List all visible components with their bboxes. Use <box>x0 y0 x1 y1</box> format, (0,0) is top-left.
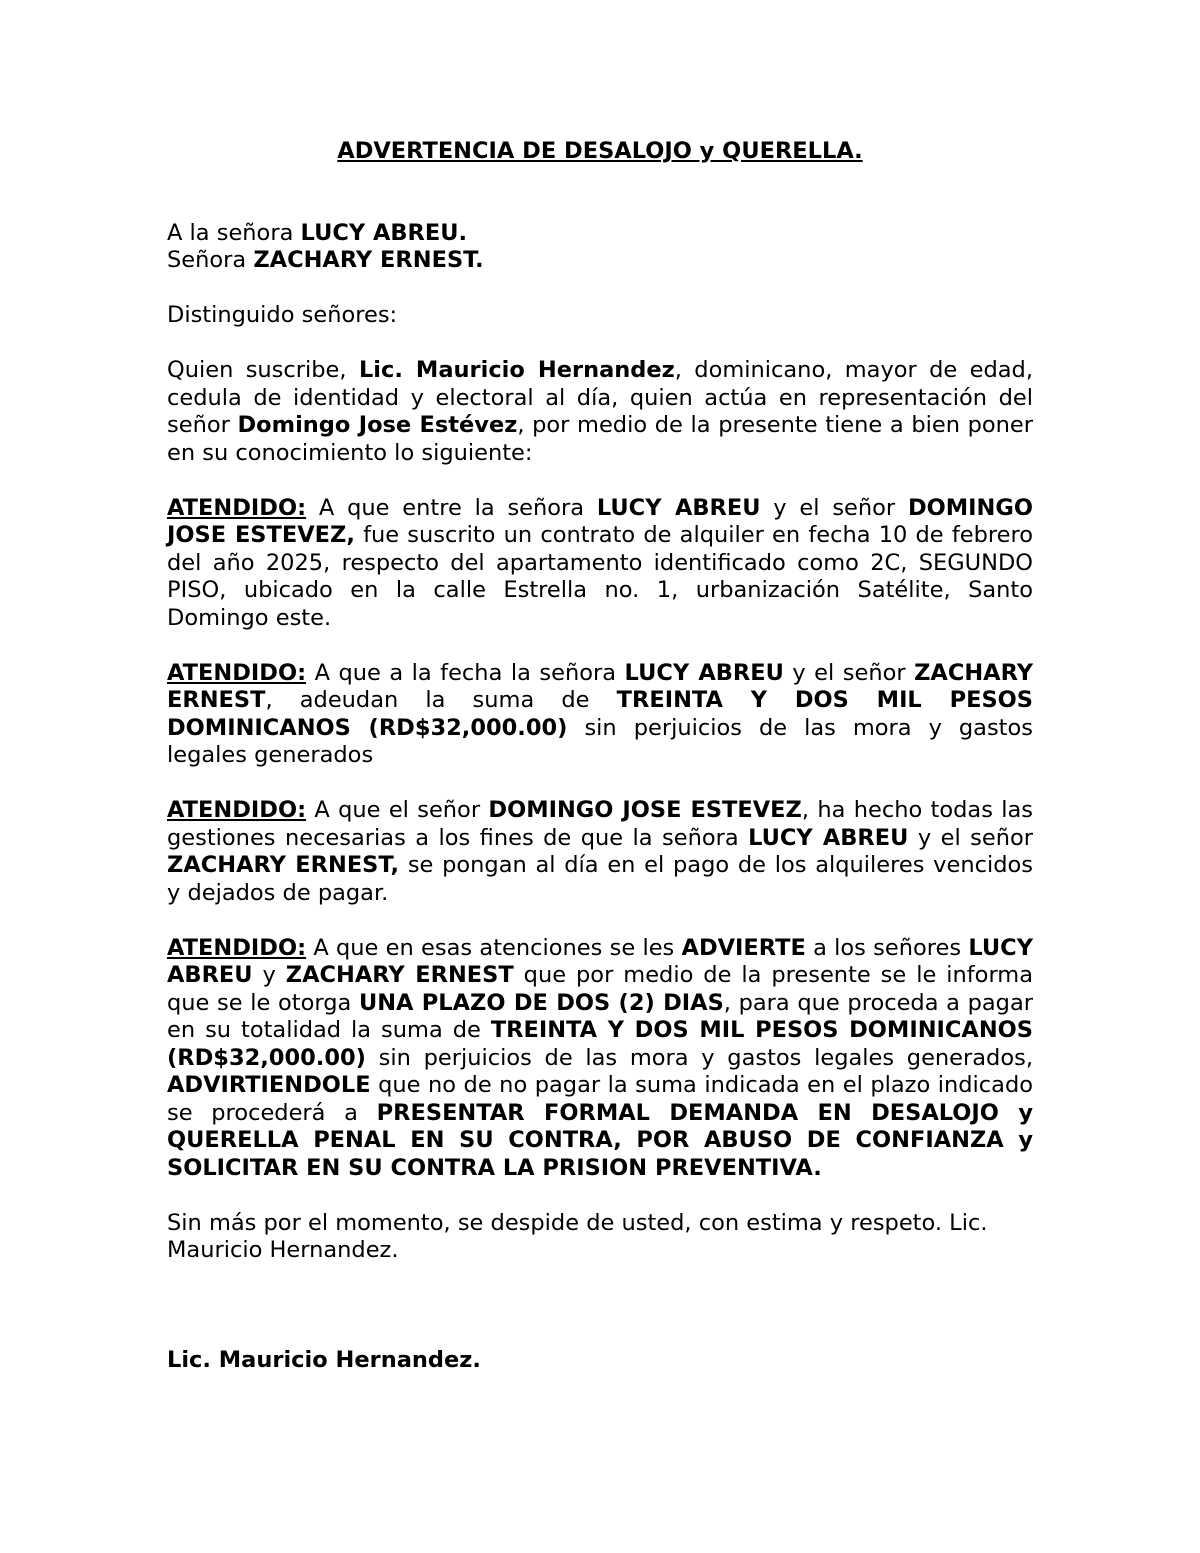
text-segment: A que en esas atenciones se les <box>306 934 682 961</box>
atendido-paragraph <box>167 797 1033 907</box>
atendido-paragraph <box>167 660 1033 770</box>
bold-text: LUCY ABREU <box>167 934 1033 988</box>
greeting: Distinguido señores: <box>167 302 398 328</box>
text-segment: , para que proceda a pagar en su totalidad la suma de <box>167 989 1033 1043</box>
text-segment: y el señor <box>908 824 1033 851</box>
closing-paragraph: Sin más por el momento, se despide de usted, con estima y respeto. Lic. Mauricio Hernandez. <box>167 1209 988 1263</box>
addressee-name: ZACHARY ERNEST. <box>253 247 484 273</box>
atendido-label: ATENDIDO: <box>167 494 307 521</box>
document-page <box>167 138 1033 1402</box>
text-segment: y el señor <box>760 494 908 521</box>
text-segment: , adeudan la suma de <box>265 687 617 713</box>
bold-text: ZACHARY ERNEST <box>167 659 1033 713</box>
bold-text: LUCY ABREU <box>748 824 909 851</box>
text-segment: , ha hecho todas las gestiones necesarias a los fines de que la señora <box>167 797 1034 851</box>
text-segment: y <box>252 962 286 988</box>
text-segment: Quien suscribe, <box>167 357 359 383</box>
text-segment: sin perjuicios de las mora y gastos legales generados <box>167 714 1033 768</box>
bold-text: ZACHARY ERNEST <box>285 962 514 988</box>
signature: Lic. Mauricio Hernandez. <box>167 1346 481 1373</box>
bold-text: Lic. Mauricio Hernandez <box>358 357 675 383</box>
text-segment: se pongan al día en el pago de los alquileres vencidos y dejados de pagar. <box>167 852 1033 906</box>
bold-text: ZACHARY ERNEST, <box>167 852 400 878</box>
addressee-line <box>167 220 1033 248</box>
text-segment: que no de no pagar la suma indicada en el plazo indicado se procederá a <box>167 1072 1033 1126</box>
text-segment: A que entre la señora <box>306 494 597 521</box>
addressee-prefix: A la señora <box>167 219 301 246</box>
atendido-paragraph <box>167 495 1033 633</box>
text-segment: que por medio de la presente se le informa que se le otorga <box>167 962 1034 1016</box>
bold-text: PRESENTAR FORMAL DEMANDA EN DESALOJO y QUERELLA PENAL EN SU CONTRA, POR ABUSO DE CONFIANZA y SOLICITAR EN SU CONTRA LA PRISION PREVENTIVA. <box>167 1099 1033 1181</box>
bold-text: LUCY ABREU <box>624 659 784 686</box>
text-segment: sin perjuicios de las mora y gastos legales generados, <box>365 1044 1033 1071</box>
addressee-name: LUCY ABREU. <box>300 219 468 246</box>
text-segment: A que el señor <box>306 797 489 823</box>
bold-text: Domingo Jose Estévez <box>237 412 518 438</box>
bold-text: ADVIRTIENDOLE <box>167 1072 371 1098</box>
atendido-label: ATENDIDO: <box>167 659 307 686</box>
atendido-label: ATENDIDO: <box>167 934 307 961</box>
text-segment: fue suscrito un contrato de alquiler en fecha 10 de febrero del año 2025, respecto del apartamento identificado como 2C, SEGUNDO PISO, ubicado en la calle Estrella no. 1, urbanización Satélite, Santo Domingo este. <box>167 522 1033 631</box>
text-segment: a los señores <box>805 934 969 961</box>
bold-text: LUCY ABREU <box>596 494 761 521</box>
bold-text: TREINTA Y DOS MIL PESOS DOMINICANOS (RD$32,000.00) <box>167 1017 1033 1071</box>
addressee-prefix: Señora <box>167 247 254 273</box>
text-segment: y el señor <box>783 659 915 686</box>
bold-text: DOMINGO JOSE ESTEVEZ <box>488 797 802 823</box>
addressee-line <box>167 247 1033 275</box>
text-segment: , dominicano, mayor de edad, cedula de identidad y electoral al día, quien actúa en representación del señor <box>167 357 1033 438</box>
document-title: ADVERTENCIA DE DESALOJO y QUERELLA. <box>337 138 863 164</box>
bold-text: TREINTA Y DOS MIL PESOS DOMINICANOS (RD$32,000.00) <box>167 687 1033 741</box>
atendido-paragraph <box>167 935 1033 1183</box>
intro-paragraph <box>167 357 1033 467</box>
atendido-label: ATENDIDO: <box>167 797 307 823</box>
bold-text: UNA PLAZO DE DOS (2) DIAS <box>358 989 724 1016</box>
addressee-block <box>167 220 1033 275</box>
text-segment: A que a la fecha la señora <box>306 659 625 686</box>
bold-text: ADVIERTE <box>681 934 806 961</box>
bold-text: DOMINGO JOSE ESTEVEZ, <box>167 494 1033 548</box>
text-segment: , por medio de la presente tiene a bien poner en su conocimiento lo siguiente: <box>167 412 1034 466</box>
